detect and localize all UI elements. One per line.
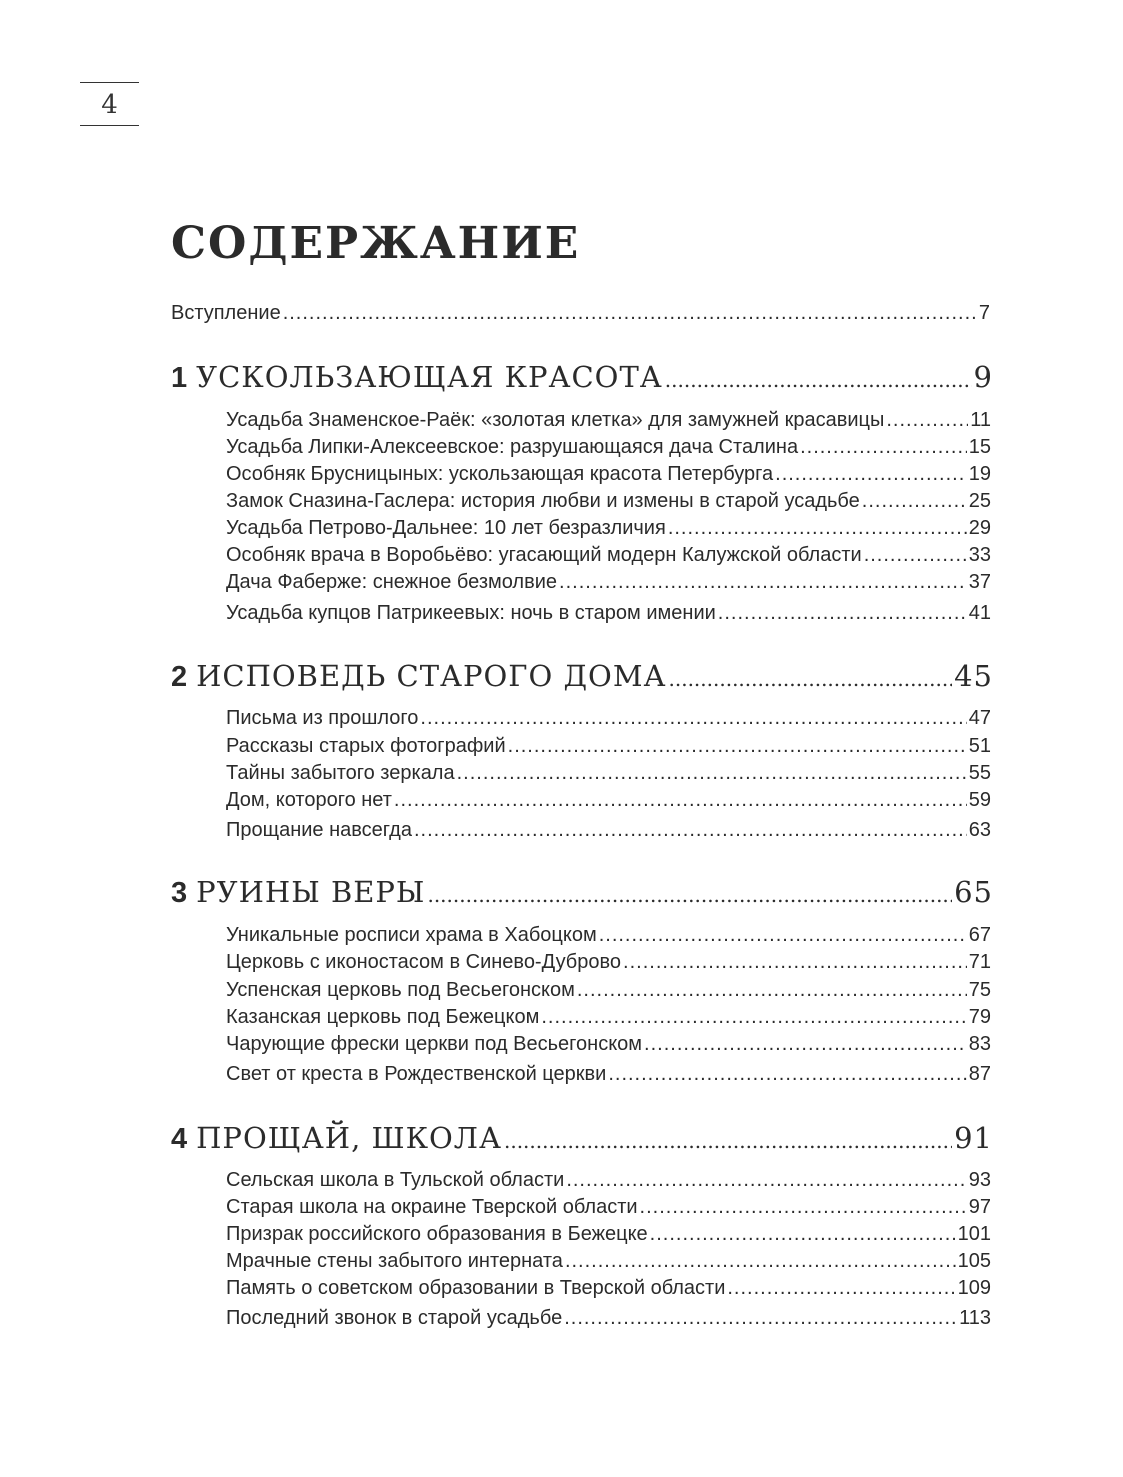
toc-entry-label: Последний звонок в старой усадьбе xyxy=(226,1307,563,1329)
dot-leader xyxy=(420,705,966,731)
toc-entry[interactable] xyxy=(226,787,991,813)
dot-leader xyxy=(559,569,967,595)
toc-entry-page: 83 xyxy=(968,1033,991,1055)
toc-entry-label: Усадьба Знаменское-Раёк: «золотая клетка» для замужней красавицы xyxy=(226,409,885,431)
toc-entry-page: 19 xyxy=(968,463,991,485)
toc-entry-page: 11 xyxy=(970,409,991,431)
toc-entry-page: 25 xyxy=(968,490,991,512)
toc-entry-label: Рассказы старых фотографий xyxy=(226,735,506,757)
toc-entry-label: Дача Фаберже: снежное безмолвие xyxy=(226,571,558,593)
toc-entry[interactable] xyxy=(226,600,991,626)
toc-entry-label: Вступление xyxy=(171,302,281,324)
toc-entry-label: Особняк Брусницыных: ускользающая красота Петербурга xyxy=(226,463,774,485)
dot-leader xyxy=(394,787,967,813)
toc-entry-label: Свет от креста в Рождественской церкви xyxy=(226,1063,607,1085)
toc-entry-label: Замок Сназина-Гаслера: история любви и измены в старой усадьбе xyxy=(226,490,860,512)
chapter-title: УСКОЛЬЗАЮЩАЯ КРАСОТА xyxy=(196,360,663,394)
chapter-title: ИСПОВЕДЬ СТАРОГО ДОМА xyxy=(196,659,667,693)
dot-leader xyxy=(669,659,953,693)
toc-entry-page: 75 xyxy=(968,979,991,1001)
toc-entry[interactable] xyxy=(226,488,991,514)
dot-leader xyxy=(541,1004,966,1030)
dot-leader xyxy=(864,542,967,568)
toc-entry-page: 29 xyxy=(968,517,991,539)
chapter-page: 65 xyxy=(954,875,993,909)
page-number-bottom-rule xyxy=(80,125,139,126)
dot-leader xyxy=(650,1221,956,1247)
dot-leader xyxy=(608,1061,966,1087)
toc-entry-label: Особняк врача в Воробьёво: угасающий модерн Калужской области xyxy=(226,544,862,566)
toc-entry[interactable] xyxy=(226,1167,991,1193)
dot-leader xyxy=(566,1167,966,1193)
chapter-heading-1[interactable] xyxy=(171,360,993,395)
toc-entry-page: 109 xyxy=(957,1277,991,1299)
dot-leader xyxy=(862,488,967,514)
toc-entry-label: Тайны забытого зеркала xyxy=(226,762,455,784)
chapter-page: 45 xyxy=(954,659,993,693)
dot-leader xyxy=(564,1305,957,1331)
toc-entry-label: Старая школа на окраине Тверской области xyxy=(226,1196,638,1218)
toc-entry[interactable] xyxy=(226,569,991,595)
toc-entry-page: 33 xyxy=(968,544,991,566)
chapter-page: 91 xyxy=(954,1121,993,1155)
toc-entry-label: Казанская церковь под Бежецком xyxy=(226,1006,540,1028)
toc-entry[interactable] xyxy=(226,1194,991,1220)
dot-leader xyxy=(508,733,967,759)
dot-leader xyxy=(665,360,972,394)
toc-entry[interactable] xyxy=(226,1248,991,1274)
toc-entry-label: Дом, которого нет xyxy=(226,789,392,811)
toc-entry[interactable] xyxy=(226,1004,991,1030)
toc-entry-label: Мрачные стены забытого интерната xyxy=(226,1250,563,1272)
page-number-block xyxy=(80,82,139,126)
toc-entry-page: 113 xyxy=(959,1307,991,1329)
toc-entry-label: Усадьба Петрово-Дальнее: 10 лет безразличия xyxy=(226,517,666,539)
dot-leader xyxy=(644,1031,967,1057)
toc-entry[interactable] xyxy=(226,1061,991,1087)
chapter-heading-2[interactable] xyxy=(171,659,993,694)
toc-entry[interactable] xyxy=(226,434,991,460)
toc-entry-page: 55 xyxy=(968,762,991,784)
dot-leader xyxy=(640,1194,967,1220)
toc-entry[interactable] xyxy=(226,1305,991,1331)
toc-intro-row[interactable] xyxy=(171,302,990,325)
dot-leader xyxy=(427,875,952,909)
chapter-title: ПРОЩАЙ, ШКОЛА xyxy=(196,1121,502,1155)
chapter-page: 9 xyxy=(973,360,993,394)
toc-entry-label: Призрак российского образования в Бежецке xyxy=(226,1223,648,1245)
toc-entry[interactable] xyxy=(226,1031,991,1057)
toc-entry-label: Церковь с иконостасом в Синево-Дуброво xyxy=(226,951,622,973)
toc-entry-label: Сельская школа в Тульской области xyxy=(226,1169,565,1191)
dot-leader xyxy=(718,600,967,626)
dot-leader xyxy=(623,949,967,975)
dot-leader xyxy=(577,977,967,1003)
dot-leader xyxy=(775,461,967,487)
dot-leader xyxy=(800,434,967,460)
toc-entry-page: 51 xyxy=(968,735,991,757)
toc-entry-page: 63 xyxy=(968,819,991,841)
toc-entry[interactable] xyxy=(226,461,991,487)
chapter-heading-4[interactable] xyxy=(171,1121,993,1156)
toc-entry[interactable] xyxy=(226,922,991,948)
toc-entry-page: 71 xyxy=(968,951,991,973)
toc-entry[interactable] xyxy=(226,1275,991,1301)
chapter-number: 2 xyxy=(171,661,189,693)
page-title: СОДЕРЖАНИЕ xyxy=(171,218,581,269)
toc-entry-page: 47 xyxy=(968,707,991,729)
toc-entry-label: Успенская церковь под Весьегонском xyxy=(226,979,575,1001)
toc-entry-page: 37 xyxy=(968,571,991,593)
dot-leader xyxy=(668,515,967,541)
dot-leader xyxy=(727,1275,955,1301)
toc-entry-page: 93 xyxy=(968,1169,991,1191)
toc-entry[interactable] xyxy=(226,705,991,731)
toc-entry-page: 59 xyxy=(968,789,991,811)
toc-entry[interactable] xyxy=(226,407,991,433)
toc-entry-label: Чарующие фрески церкви под Весьегонском xyxy=(226,1033,643,1055)
toc-entry-page: 87 xyxy=(968,1063,991,1085)
toc-entry-page: 15 xyxy=(968,436,991,458)
toc-entry[interactable] xyxy=(226,542,991,568)
dot-leader xyxy=(283,302,977,325)
toc-entry-page: 97 xyxy=(968,1196,991,1218)
dot-leader xyxy=(504,1121,952,1155)
chapter-title: РУИНЫ ВЕРЫ xyxy=(196,875,426,909)
toc-entry[interactable] xyxy=(226,760,991,786)
dot-leader xyxy=(457,760,967,786)
chapter-number: 3 xyxy=(171,877,189,909)
chapter-number: 1 xyxy=(171,362,189,394)
chapter-heading-3[interactable] xyxy=(171,875,993,910)
toc-entry-page: 41 xyxy=(968,602,991,624)
toc-entry[interactable] xyxy=(226,733,991,759)
toc-entry-label: Прощание навсегда xyxy=(226,819,412,841)
toc-entry-page: 79 xyxy=(968,1006,991,1028)
dot-leader xyxy=(414,817,967,843)
toc-entry-label: Уникальные росписи храма в Хабоцком xyxy=(226,924,597,946)
toc-entry-page: 101 xyxy=(957,1223,991,1245)
toc-entry-page: 105 xyxy=(957,1250,991,1272)
toc-entry-page: 67 xyxy=(968,924,991,946)
chapter-number: 4 xyxy=(171,1123,189,1155)
toc-entry-label: Письма из прошлого xyxy=(226,707,419,729)
dot-leader xyxy=(565,1248,956,1274)
toc-entry[interactable] xyxy=(226,949,991,975)
toc-entry-label: Память о советском образовании в Тверской области xyxy=(226,1277,726,1299)
toc-entry[interactable] xyxy=(226,1221,991,1247)
toc-entry[interactable] xyxy=(226,515,991,541)
toc-entry-label: Усадьба купцов Патрикеевых: ночь в старом имении xyxy=(226,602,716,624)
dot-leader xyxy=(599,922,967,948)
page-number: 4 xyxy=(101,90,118,120)
toc-entry[interactable] xyxy=(226,817,991,843)
dot-leader xyxy=(886,407,968,433)
toc-entry-label: Усадьба Липки-Алексеевское: разрушающаяся дача Сталина xyxy=(226,436,799,458)
toc-entry-page: 7 xyxy=(978,302,990,324)
toc-entry[interactable] xyxy=(226,977,991,1003)
